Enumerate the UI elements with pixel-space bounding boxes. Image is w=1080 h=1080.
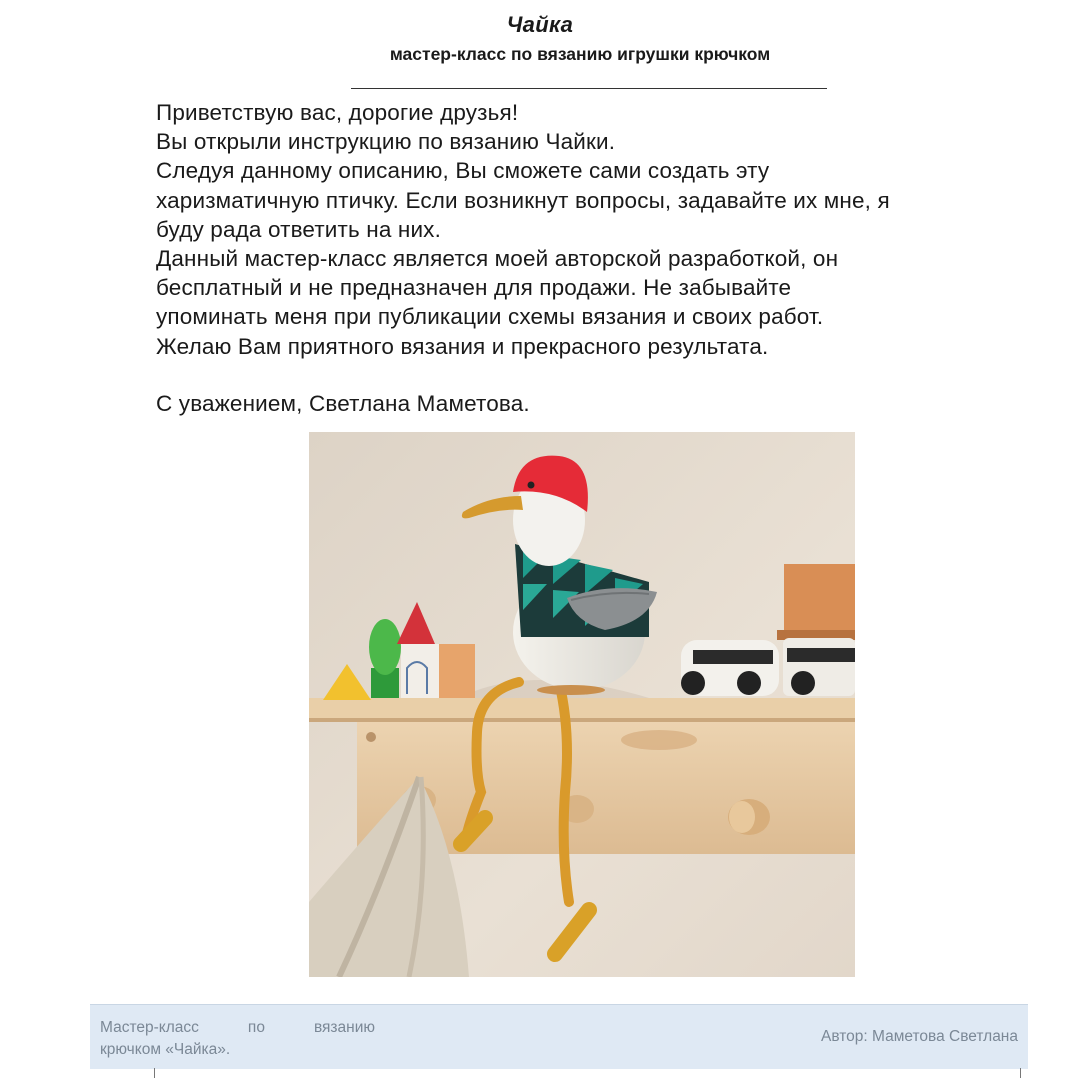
document-title: Чайка (506, 12, 574, 37)
intro-line: Следуя данному описанию, Вы сможете сами создать эту (156, 158, 770, 184)
crop-mark (1020, 1068, 1021, 1078)
footer-course-title (100, 1017, 385, 1061)
crop-mark (154, 1068, 155, 1078)
seagull-toy-photo (309, 432, 855, 977)
title-divider (351, 88, 827, 89)
footer-author: Автор: Маметова Светлана (821, 1028, 1018, 1045)
signature: С уважением, Светлана Маметова. (156, 390, 530, 416)
footer-word: Мастер-класс (100, 1019, 199, 1036)
intro-line: Данный мастер-класс является моей авторской разработкой, он (156, 246, 839, 272)
footer-word: вязанию (313, 1019, 375, 1036)
intro-text (156, 98, 1016, 418)
intro-line: Приветствую вас, дорогие друзья! (156, 100, 519, 125)
footer-line-2: крючком «Чайка». (100, 1041, 231, 1058)
page-footer (90, 1004, 1028, 1069)
intro-line: харизматичную птичку. Если возникнут вопросы, задавайте их мне, я (156, 187, 890, 213)
document-subtitle: мастер-класс по вязанию игрушки крючком (389, 44, 771, 64)
intro-line: Вы открыли инструкцию по вязанию Чайки. (156, 129, 616, 155)
intro-line: Желаю Вам приятного вязания и прекрасного результата. (156, 333, 769, 359)
intro-line: бесплатный и не предназначен для продажи. Не забывайте (156, 275, 792, 301)
intro-line: буду рада ответить на них. (156, 216, 441, 242)
footer-word: по (247, 1019, 265, 1036)
intro-line: упоминать меня при публикации схемы вязания и своих работ. (156, 304, 824, 330)
